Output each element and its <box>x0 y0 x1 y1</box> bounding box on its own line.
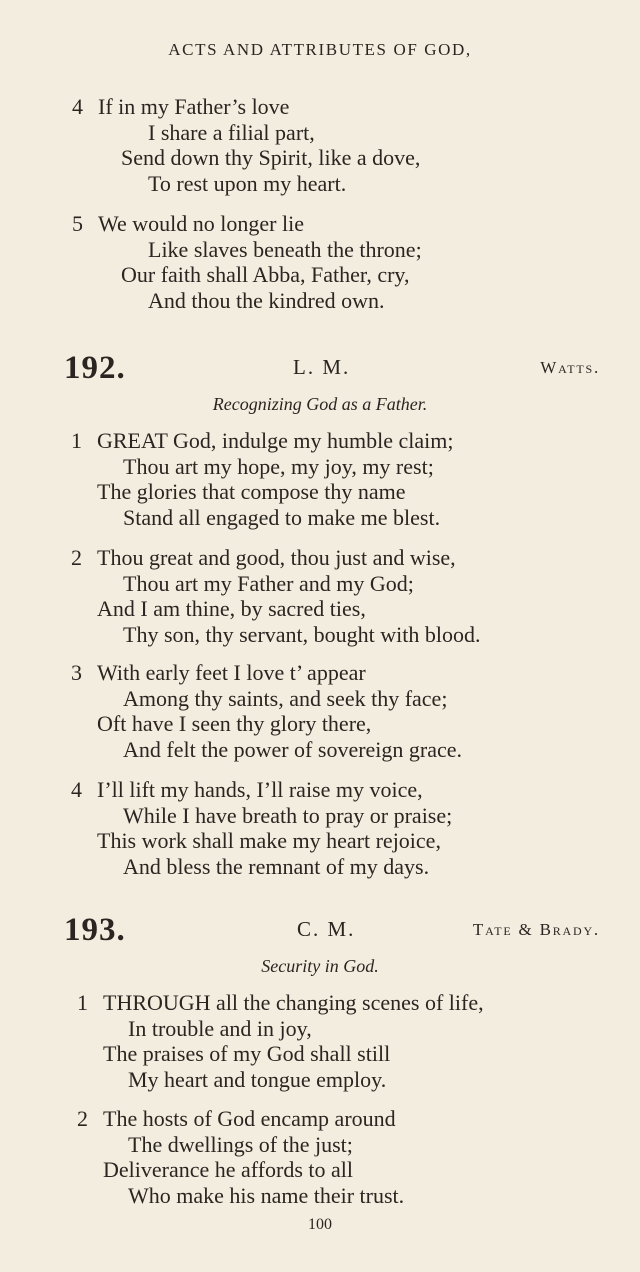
stanza <box>0 990 640 1092</box>
verse-text: If in my Father’s love <box>98 94 290 119</box>
stanza <box>0 777 640 879</box>
verse-text: Who make his name their trust. <box>128 1182 405 1208</box>
verse-text: To rest upon my heart. <box>148 170 347 196</box>
hymn-number: 193. <box>64 912 126 948</box>
verse-line <box>0 660 640 686</box>
verse-text: And I am thine, by sacred ties, <box>97 596 366 621</box>
verse-line <box>0 828 640 854</box>
hymn-number: 192. <box>64 350 126 386</box>
verse-text: Thou art my hope, my joy, my rest; <box>123 453 434 479</box>
verse-text: While I have breath to pray or praise; <box>123 802 453 828</box>
verse-text: The glories that compose thy name <box>97 479 406 504</box>
verse-text: We would no longer lie <box>98 211 304 236</box>
stanza-number: 3 <box>71 660 82 685</box>
verse-line <box>0 120 640 146</box>
verse-line <box>0 454 640 480</box>
verse-line <box>0 1106 640 1132</box>
verse-line <box>0 145 640 171</box>
verse-text: With early feet I love t’ appear <box>97 660 366 685</box>
stanza <box>0 545 640 647</box>
verse-text: I share a filial part, <box>148 119 315 145</box>
verse-text: Send down thy Spirit, like a dove, <box>121 145 421 170</box>
hymn-meter: L. M. <box>293 355 351 379</box>
verse-line <box>0 479 640 505</box>
stanza-number: 1 <box>71 428 82 453</box>
verse-line <box>0 596 640 622</box>
verse-text: The hosts of God encamp around <box>103 1106 396 1131</box>
verse-line <box>0 1183 640 1209</box>
verse-text: Oft have I seen thy glory there, <box>97 711 372 736</box>
verse-line <box>0 1041 640 1067</box>
stanza <box>0 94 640 196</box>
stanza-number: 4 <box>72 94 83 119</box>
stanza-number: 5 <box>72 211 83 236</box>
hymn-header <box>0 350 640 384</box>
verse-text: Our faith shall Abba, Father, cry, <box>121 262 410 287</box>
verse-text: THROUGH all the changing scenes of life, <box>103 990 484 1015</box>
verse-line <box>0 777 640 803</box>
hymn-author: Watts. <box>540 358 600 377</box>
verse-line <box>0 1132 640 1158</box>
verse-text: Thou great and good, thou just and wise, <box>97 545 456 570</box>
verse-text: The dwellings of the just; <box>128 1131 353 1157</box>
stanza <box>0 1106 640 1208</box>
stanza <box>0 660 640 762</box>
verse-text: The praises of my God shall still <box>103 1041 391 1066</box>
verse-line <box>0 854 640 880</box>
verse-text: My heart and tongue employ. <box>128 1066 387 1092</box>
verse-line <box>0 711 640 737</box>
verse-text: Thou art my Father and my God; <box>123 570 414 596</box>
verse-line <box>0 505 640 531</box>
hymn-author: Tate & Brady. <box>472 920 600 939</box>
verse-text: I’ll lift my hands, I’ll raise my voice, <box>97 777 423 802</box>
hymn-header <box>0 912 640 946</box>
stanza <box>0 428 640 530</box>
verse-line <box>0 1016 640 1042</box>
verse-line <box>0 571 640 597</box>
verse-line <box>0 545 640 571</box>
stanza-number: 2 <box>71 545 82 570</box>
stanza-number: 4 <box>71 777 82 802</box>
verse-line <box>0 94 640 120</box>
verse-line <box>0 237 640 263</box>
verse-line <box>0 1067 640 1093</box>
verse-line <box>0 171 640 197</box>
verse-line <box>0 622 640 648</box>
verse-text: Stand all engaged to make me blest. <box>123 504 441 530</box>
verse-line <box>0 211 640 237</box>
stanza-number: 1 <box>77 990 88 1015</box>
verse-text: Among thy saints, and seek thy face; <box>123 685 448 711</box>
stanza-number: 2 <box>77 1106 88 1131</box>
page-number: 100 <box>308 1216 332 1233</box>
verse-text: GREAT God, indulge my humble claim; <box>97 428 454 453</box>
verse-text: Like slaves beneath the throne; <box>148 236 422 262</box>
verse-line <box>0 686 640 712</box>
verse-text: This work shall make my heart rejoice, <box>97 828 441 853</box>
verse-text: And bless the remnant of my days. <box>123 853 430 879</box>
verse-text: Deliverance he affords to all <box>103 1157 354 1182</box>
verse-line <box>0 262 640 288</box>
verse-line <box>0 803 640 829</box>
verse-line <box>0 288 640 314</box>
hymn-title: Recognizing God as a Father. <box>212 394 428 414</box>
verse-line <box>0 1157 640 1183</box>
hymn-title: Security in God. <box>261 956 379 976</box>
running-head: ACTS AND ATTRIBUTES OF GOD, <box>168 40 472 59</box>
stanza <box>0 211 640 313</box>
verse-text: In trouble and in joy, <box>128 1015 312 1041</box>
verse-line <box>0 428 640 454</box>
verse-line <box>0 990 640 1016</box>
hymn-meter: C. M. <box>297 917 356 941</box>
verse-line <box>0 737 640 763</box>
verse-text: Thy son, thy servant, bought with blood. <box>123 621 481 647</box>
verse-text: And felt the power of sovereign grace. <box>123 736 463 762</box>
verse-text: And thou the kindred own. <box>148 287 385 313</box>
